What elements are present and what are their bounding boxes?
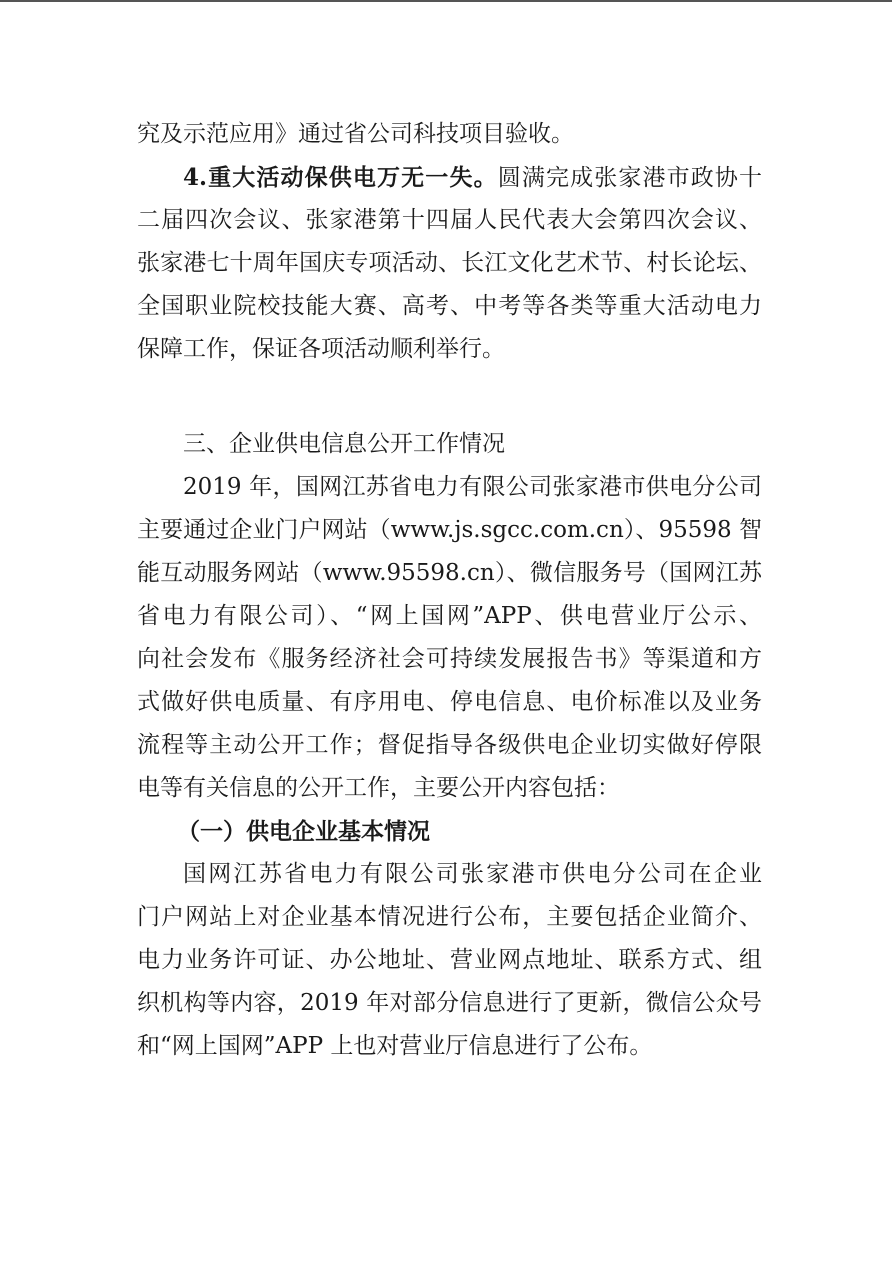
- subsection-heading: （一）供电企业基本情况: [177, 818, 430, 845]
- paragraph-line: 省电力有限公司）、“网上国网”APP、供电营业厅公示、: [137, 603, 762, 629]
- paragraph-line: 织机构等内容，2019 年对部分信息进行了更新，微信公众号: [137, 990, 762, 1016]
- section-heading: 三、企业供电信息公开工作情况: [183, 431, 505, 457]
- paragraph-line: 究及示范应用》通过省公司科技项目验收。: [137, 121, 574, 147]
- paragraph-first-line: [137, 156, 762, 199]
- paragraph-line: 电力业务许可证、办公地址、营业网点地址、联系方式、组: [137, 947, 762, 973]
- paragraph-text: 圆满完成张家港市政协十: [497, 165, 763, 191]
- paragraph-line: 和“网上国网”APP 上也对营业厅信息进行了公布。: [137, 1033, 653, 1059]
- paragraph-line: 全国职业院校技能大赛、高考、中考等各类等重大活动电力: [137, 293, 762, 319]
- paragraph-line: 二届四次会议、张家港第十四届人民代表大会第四次会议、: [137, 207, 762, 233]
- paragraph-line: 向社会发布《服务经济社会可持续发展报告书》等渠道和方: [137, 646, 762, 672]
- paragraph-line: 主要通过企业门户网站（www.js.sgcc.com.cn）、95598 智: [137, 517, 762, 543]
- paragraph-line: 电等有关信息的公开工作，主要公开内容包括：: [137, 775, 620, 801]
- paragraph-line: 流程等主动公开工作；督促指导各级供电企业切实做好停限: [137, 732, 762, 758]
- paragraph-line: 张家港七十周年国庆专项活动、长江文化艺术节、村长论坛、: [137, 250, 762, 276]
- paragraph-line: 国网江苏省电力有限公司张家港市供电分公司在企业: [183, 861, 762, 887]
- document-page: [137, 113, 762, 1068]
- inline-heading: 4.重大活动保供电万无一失。: [183, 164, 498, 191]
- page-top-border: [0, 0, 892, 2]
- section-spacer: [137, 371, 762, 423]
- paragraph-line: 门户网站上对企业基本情况进行公布，主要包括企业简介、: [137, 904, 762, 930]
- paragraph-line: 式做好供电质量、有序用电、停电信息、电价标准以及业务: [137, 689, 762, 715]
- paragraph-line: 能互动服务网站（www.95598.cn）、微信服务号（国网江苏: [137, 560, 762, 586]
- paragraph-line: 2019 年，国网江苏省电力有限公司张家港市供电分公司: [183, 474, 762, 500]
- paragraph-line: 保障工作，保证各项活动顺利举行。: [137, 336, 505, 362]
